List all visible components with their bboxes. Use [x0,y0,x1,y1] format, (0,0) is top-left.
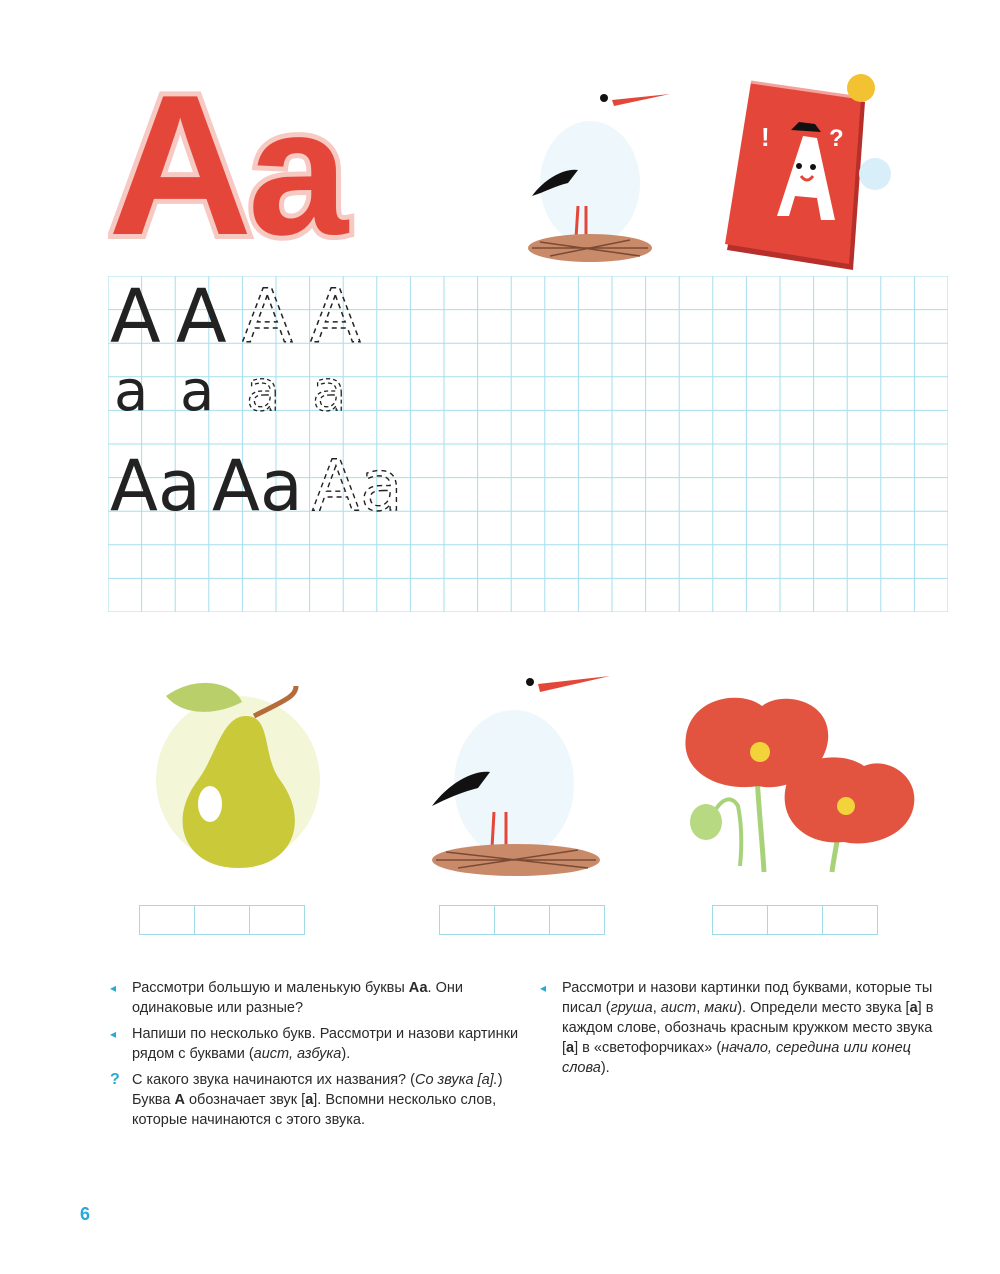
sound-box[interactable] [712,905,768,935]
practice-letter-dotted: А [242,276,293,360]
instruction-item: ◂ Рассмотри и назови картинки под буквами, которые ты писал (груша, аист, маки). Определи место звука [а] в каждом слове, обозначь красным кружком место звука [а] в «светофорчиках» (начало, середина или конец слова). [540,980,934,1076]
instructions-right [540,978,950,1084]
big-uppercase-letter: А [108,72,253,252]
writing-grid [108,276,948,612]
big-lowercase-letter: а [248,72,349,252]
practice-letter-pair: Аа [110,445,201,527]
sound-box[interactable] [139,905,195,935]
page-number: 6 [80,1204,91,1224]
instruction-item: ◂ Рассмотри большую и маленькую буквы Аа. Они одинаковые или разные? [110,980,463,1016]
sound-box[interactable] [439,905,495,935]
sound-box[interactable] [822,905,878,935]
stork-illustration [520,88,680,268]
sound-boxes-pear [139,905,304,935]
practice-letter: а [180,359,215,424]
sound-boxes-stork [439,905,604,935]
pear-illustration [146,676,322,876]
practice-letter-dotted: а [312,359,347,424]
sound-box[interactable] [249,905,305,935]
sound-boxes-poppies [712,905,877,935]
instructions-left [110,978,522,1136]
practice-letter: А [110,276,161,360]
sound-box[interactable] [494,905,550,935]
practice-letter-pair-dotted: Аа [312,445,403,527]
svg-text:?: ? [829,125,844,152]
stork-illustration [428,672,618,884]
arrow-icon: ◂ [110,981,117,995]
sound-box[interactable] [194,905,250,935]
arrow-icon: ◂ [540,981,547,995]
instruction-item: ◂ Напиши по несколько букв. Рассмотри и назови картинки рядом с буквами (аист, азбука). [110,1026,519,1062]
alphabet-book-illustration [725,66,897,272]
question-icon: ? [110,1071,120,1088]
instruction-item: ? С какого звука начинаются их названия? (Со звука [а].) Буква А обозначает звук [а]. Вспомни несколько слов, которые начинаются с этого звука. [110,1071,503,1128]
practice-letter-dotted: а [246,359,281,424]
svg-text:!: ! [761,122,770,152]
sound-box[interactable] [549,905,605,935]
big-letters [108,72,368,252]
arrow-icon: ◂ [110,1027,117,1041]
practice-letter: А [176,276,227,360]
poppies-illustration [682,696,920,876]
practice-letter-dotted: А [310,276,361,360]
sound-box[interactable] [767,905,823,935]
practice-letter: а [114,359,149,424]
practice-letter-pair: Аа [212,445,303,527]
